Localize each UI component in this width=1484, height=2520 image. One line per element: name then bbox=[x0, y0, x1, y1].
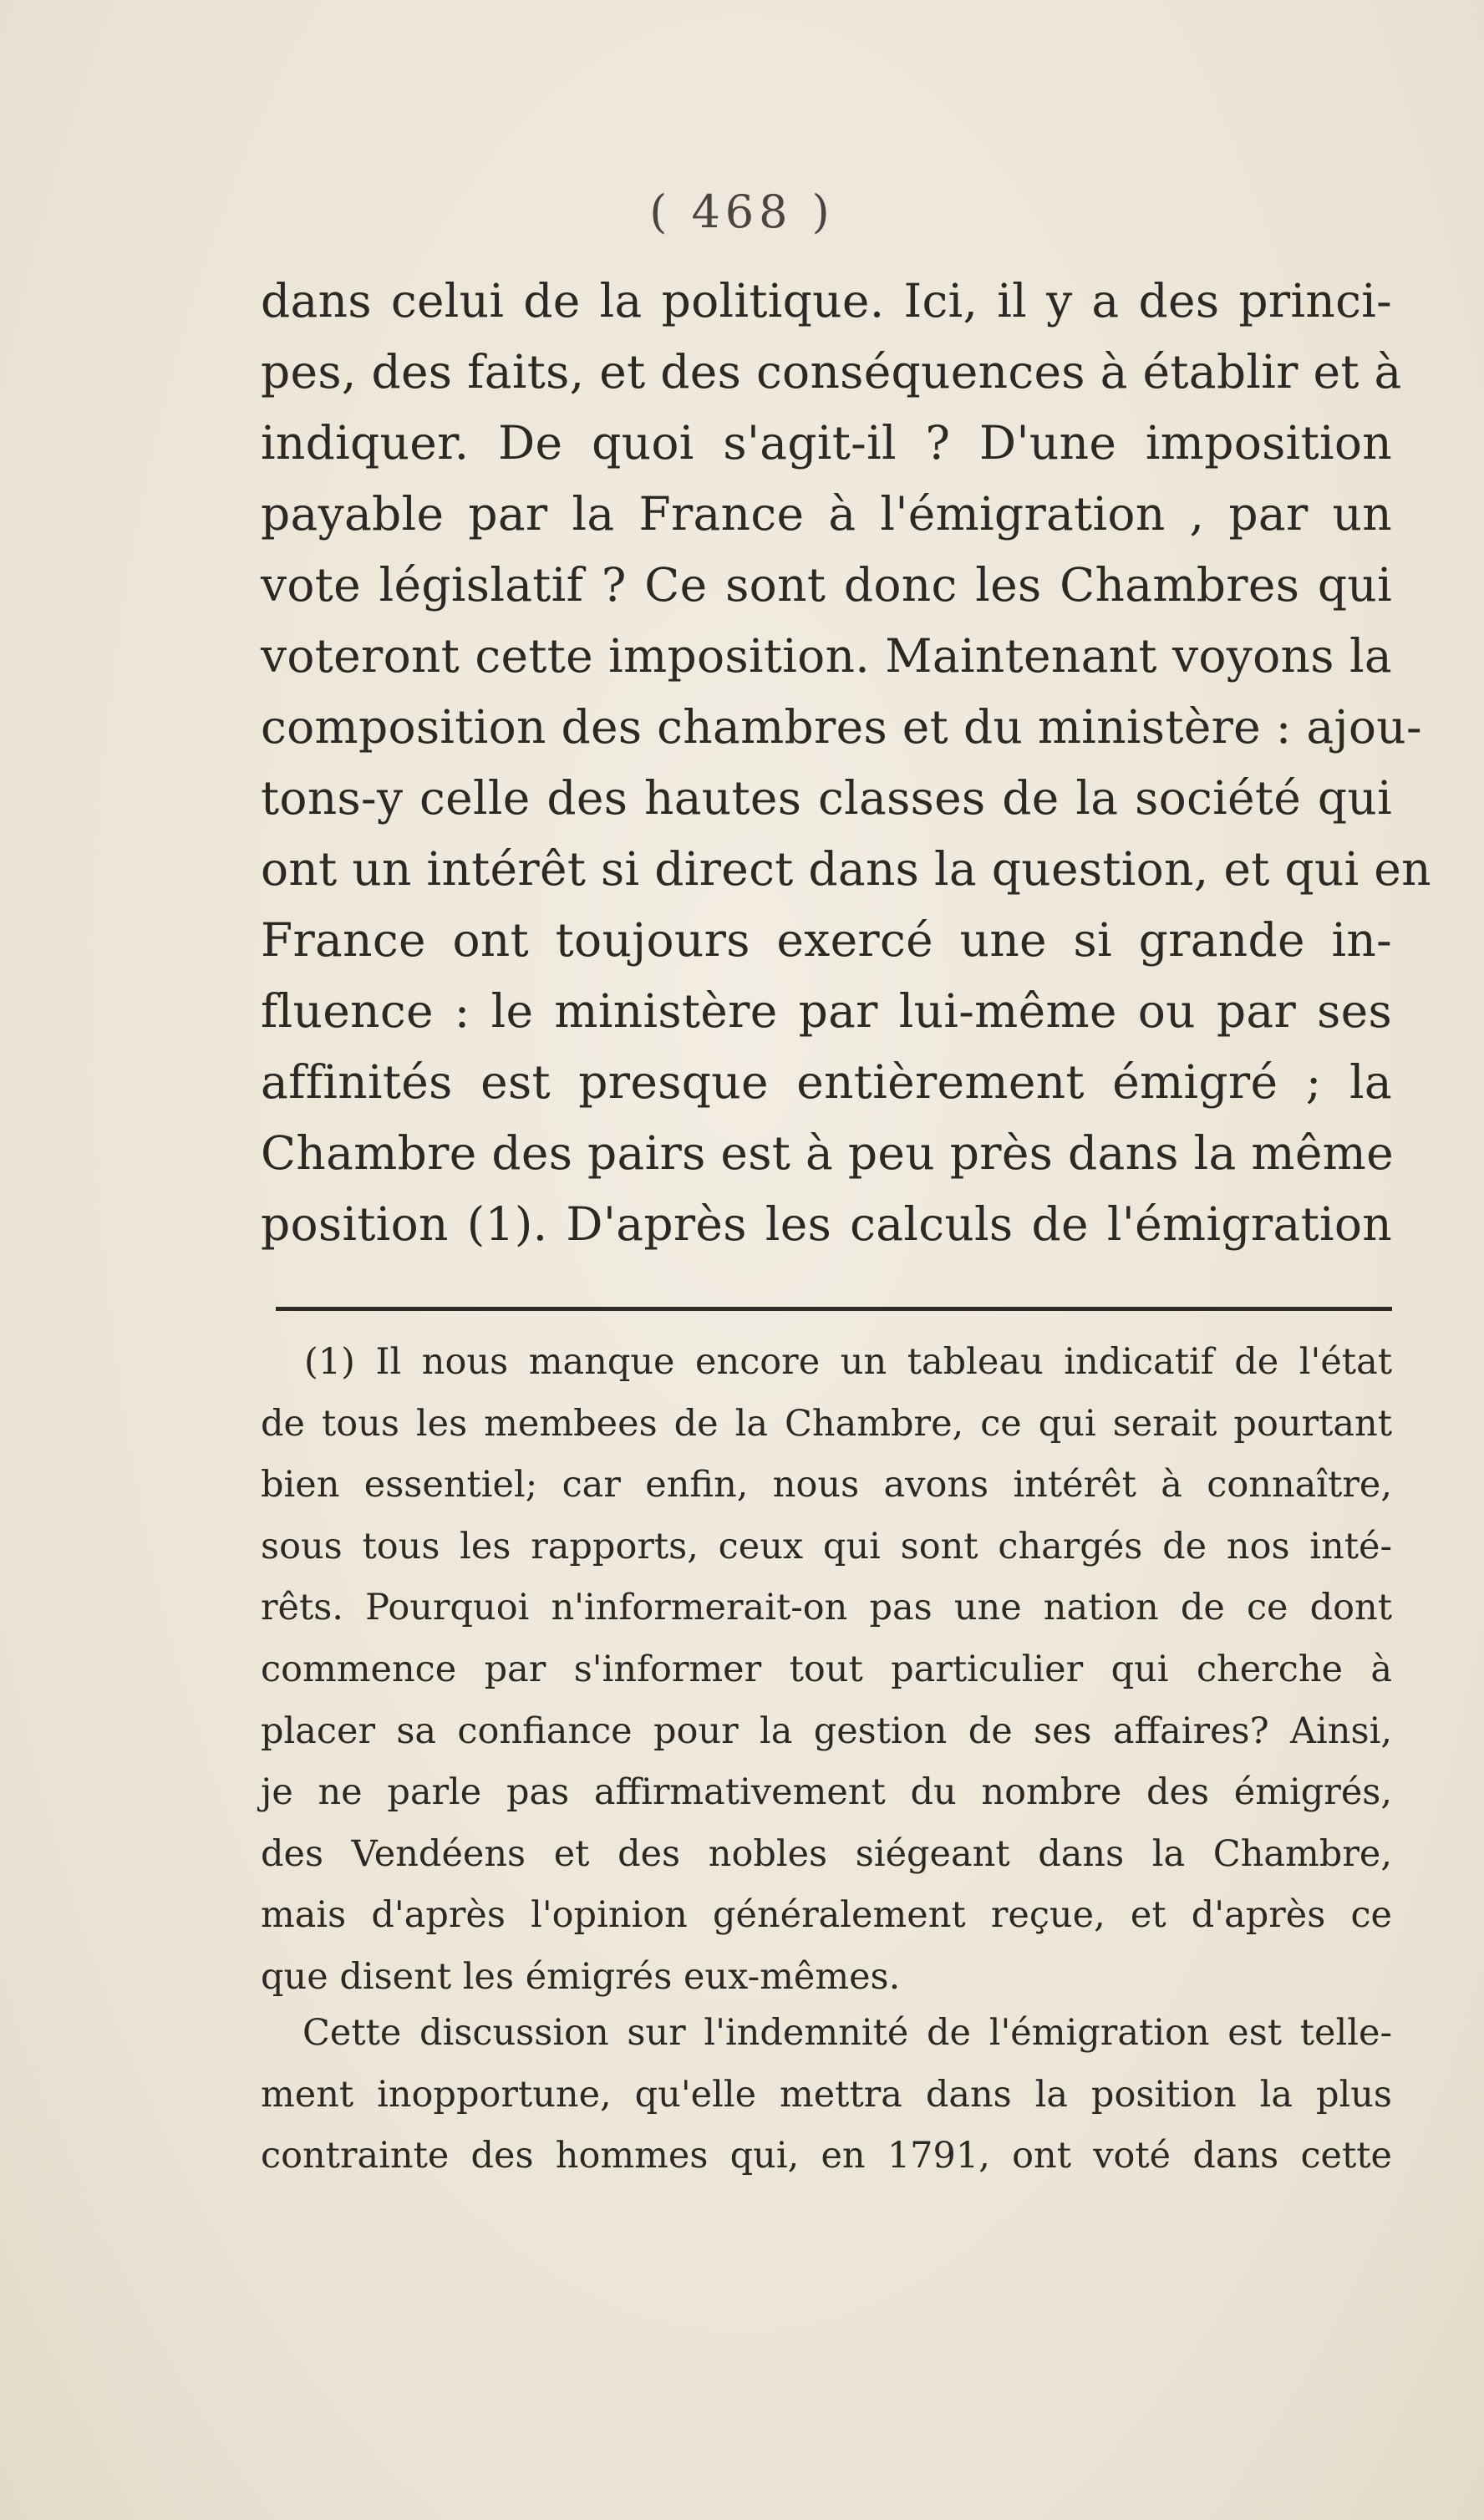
text-line: ont un intérêt si direct dans la question, et qui en bbox=[261, 842, 1431, 896]
text-line: position (1). D'après les calculs de l'émigration bbox=[261, 1197, 1392, 1251]
footnote-line: bien essentiel; car enfin, nous avons intérêt à connaître, bbox=[261, 1464, 1392, 1506]
footnote bbox=[261, 1332, 1392, 2009]
footnote-line: (1) Il nous manque encore un tableau indicatif de l'état bbox=[304, 1341, 1392, 1383]
footnote-line: contrainte des hommes qui, en 1791, ont voté dans cette bbox=[261, 2135, 1392, 2177]
text-line: voteront cette imposition. Maintenant voyons la bbox=[261, 629, 1392, 683]
footnote-line: de tous les membees de la Chambre, ce qui serait pourtant bbox=[261, 1402, 1392, 1445]
text-line: dans celui de la politique. Ici, il y a des princi- bbox=[261, 274, 1392, 328]
footnote-line: mais d'après l'opinion généralement reçue, et d'après ce bbox=[261, 1894, 1392, 1937]
footnote-line: je ne parle pas affirmativement du nombre des émigrés, bbox=[261, 1771, 1392, 1814]
main-text bbox=[261, 266, 1431, 1260]
text-line: affinités est presque entièrement émigré ; la bbox=[261, 1055, 1392, 1109]
footnote-line: rêts. Pourquoi n'informerait-on pas une nation de ce dont bbox=[261, 1587, 1392, 1629]
footnote-line: que disent les émigrés eux-mêmes. bbox=[261, 1955, 901, 1998]
footnote-continuation bbox=[261, 2003, 1392, 2187]
text-line: Chambre des pairs est à peu près dans la même bbox=[261, 1126, 1394, 1180]
text-line: France ont toujours exercé une si grande in- bbox=[261, 913, 1392, 967]
footnote-line: Cette discussion sur l'indemnité de l'émigration est telle- bbox=[302, 2012, 1392, 2054]
page-number: ( 468 ) bbox=[649, 185, 835, 238]
footnote-line: sous tous les rapports, ceux qui sont chargés de nos inté- bbox=[261, 1525, 1392, 1567]
text-line: payable par la France à l'émigration , par un bbox=[261, 487, 1392, 541]
text-line: pes, des faits, et des conséquences à établir et à bbox=[261, 345, 1402, 399]
footnote-separator bbox=[276, 1307, 1392, 1311]
footnote-line: commence par s'informer tout particulier qui cherche à bbox=[261, 1648, 1392, 1690]
text-line: fluence : le ministère par lui-même ou par ses bbox=[261, 984, 1392, 1038]
footnote-line: ment inopportune, qu'elle mettra dans la position la plus bbox=[261, 2073, 1392, 2116]
text-line: vote législatif ? Ce sont donc les Chambres qui bbox=[261, 558, 1392, 612]
footnote-line: des Vendéens et des nobles siégeant dans la Chambre, bbox=[261, 1832, 1392, 1875]
footnote-line: placer sa confiance pour la gestion de ses affaires? Ainsi, bbox=[261, 1710, 1392, 1752]
text-line: tons-y celle des hautes classes de la société qui bbox=[261, 771, 1392, 825]
text-line: indiquer. De quoi s'agit-il ? D'une imposition bbox=[261, 416, 1392, 470]
text-line: composition des chambres et du ministère : ajou- bbox=[261, 700, 1422, 754]
